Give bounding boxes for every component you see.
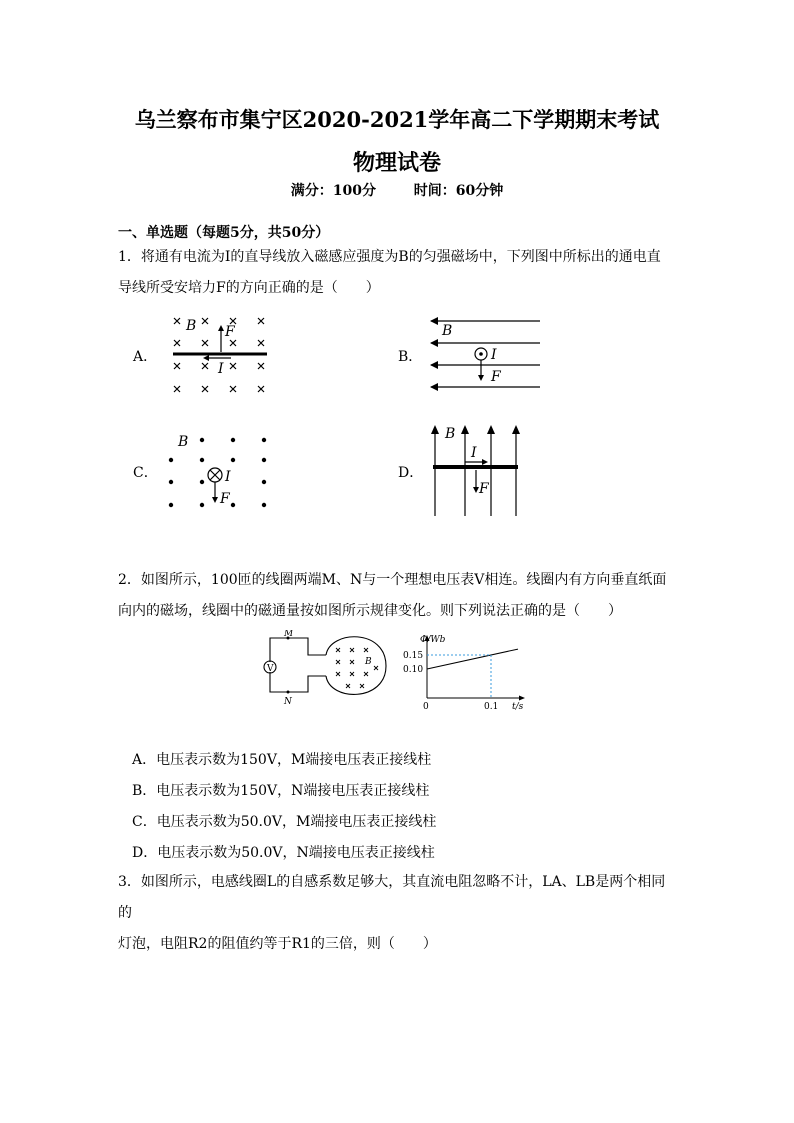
terminal-m-label: M (284, 630, 294, 639)
coil-circuit-figure (258, 630, 398, 708)
label-f-c: F (220, 491, 230, 507)
question-2-line-1: 2．如图所示，100匝的线圈两端M、N与一个理想电压表V相连。线圈内有方向垂直纸面 (118, 572, 667, 588)
q2-choice-b: B．电压表示数为150V，N端接电压表正接线柱 (132, 783, 430, 799)
wire-bottom (270, 672, 326, 692)
coil-loop (326, 637, 386, 695)
label-f-a: F (225, 324, 235, 340)
question-3 (118, 867, 678, 960)
tick-label-015: 0.15 (403, 651, 424, 661)
question-2-line-2: 向内的磁场，线圈中的磁通量按如图所示规律变化。则下列说法正确的是（ ） (118, 603, 622, 619)
wire-top (270, 638, 326, 662)
question-1-line-1: 1．将通有电流为I的直导线放入磁感应强度为B的匀强磁场中，下列图中所标出的通电直 (118, 249, 661, 265)
exam-subtitle: 物理试卷 (352, 150, 441, 176)
label-b-d: B (445, 426, 456, 442)
question-1 (118, 242, 678, 304)
figure-c (160, 430, 280, 515)
exam-title: 乌兰察布市集宁区2020-2021学年高二下学期期末考试 (134, 107, 660, 132)
option-c-label: C． (133, 465, 158, 481)
label-b-a: B (186, 318, 197, 334)
time-info: 时间：60分钟 (413, 183, 504, 199)
q2-choice-a: A．电压表示数为150V，M端接电压表正接线柱 (132, 752, 432, 768)
question-2 (118, 565, 678, 627)
figure-a (165, 310, 280, 405)
question-3-line-1: 3．如图所示，电感线圈L的自感系数足够大，其直流电阻忽略不计，LA、LB是两个相同的 (118, 874, 666, 921)
tick-label-010: 0.10 (403, 665, 424, 675)
voltmeter-label: V (267, 664, 274, 674)
label-f-b: F (491, 369, 501, 385)
figure-d (425, 420, 525, 520)
label-i-a: I (218, 361, 224, 377)
option-a-label: A． (133, 349, 158, 365)
q2-choice-d: D．电压表示数为50.0V，N端接电压表正接线柱 (132, 845, 435, 861)
section-heading: 一、单选题（每题5分，共50分） (118, 225, 330, 241)
option-b-label: B． (398, 349, 423, 365)
question-1-line-2: 导线所受安培力F的方向正确的是（ ） (118, 280, 380, 296)
label-f-d: F (479, 481, 489, 497)
option-d-label: D． (398, 465, 424, 481)
label-i-c: I (225, 469, 231, 485)
label-b-c: B (178, 434, 189, 450)
y-axis-label: Φ/Wb (420, 635, 446, 645)
label-i-d: I (471, 445, 477, 461)
tick-label-01: 0.1 (484, 702, 499, 712)
exam-info (0, 180, 794, 200)
flux-time-graph (400, 632, 535, 712)
terminal-n-label: N (284, 697, 292, 707)
question-3-line-2: 灯泡，电阻R2的阻值约等于R1的三倍，则（ ） (118, 936, 437, 952)
score-info: 满分：100分 (290, 183, 376, 199)
flux-line (427, 649, 518, 669)
label-b-b: B (442, 323, 453, 339)
figure-b (425, 312, 545, 397)
label-i-b: I (491, 347, 497, 363)
q2-choice-c: C．电压表示数为50.0V，M端接电压表正接线柱 (132, 814, 437, 830)
coil-b-label: B (365, 657, 372, 667)
x-axis-label: t/s (512, 702, 524, 712)
coil-cross-marks (336, 648, 378, 688)
tick-label-origin: 0 (423, 702, 429, 712)
